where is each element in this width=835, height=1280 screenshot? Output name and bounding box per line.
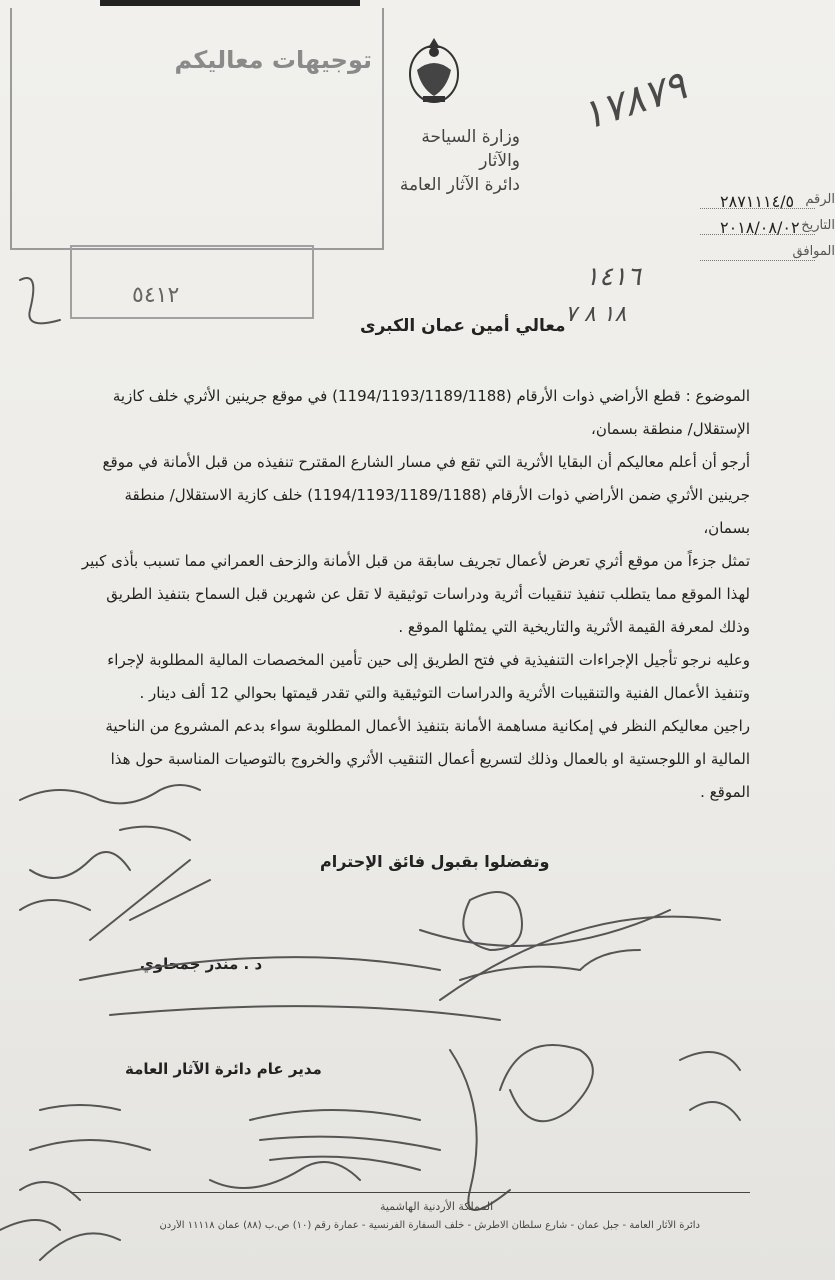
ministry-name: وزارة السياحة والآثار (421, 127, 520, 171)
body-paragraph-3: وعليه نرجو تأجيل الإجراءات التنفيذية في فتح الطريق إلى حين تأمين المخصصات المالية المطلوبة لإجراء وتنفيذ الأعمال الفنية والتنقيبات الأثرية والدراسات التوثيقية والتي تقدر قيمتها بحوالي 12 ألف دينار . (107, 651, 750, 702)
handwritten-received-1: ١٤١٦ (585, 262, 641, 292)
signer-title: مدير عام دائرة الآثار العامة (125, 1060, 322, 1078)
subject-line: الموضوع : قطع الأراضي ذوات الأرقام (1194/1193/1189/1188) في موقع جرينين الأثري خلف كازية الإستقلال/ منطقة بسمان، (112, 387, 750, 438)
footer-kingdom: المملكة الأردنية الهاشمية (380, 1200, 494, 1213)
department-name: دائرة الآثار العامة (399, 175, 520, 195)
reference-attachments-label: الموافق (792, 244, 835, 259)
closing-line: وتفضلوا بقبول فائق الإحترام (320, 852, 550, 871)
handwritten-received-2: ١٨ ٨ ٧ (565, 302, 627, 327)
footer-address: دائرة الآثار العامة - جبل عمان - شارع سلطان الاطرش - خلف السفارة الفرنسية - عمارة رقم (١٠) ص.ب (٨٨) عمان ١١١١٨ الأردن (159, 1220, 700, 1231)
reference-date: ٢٠١٨/٠٨/٠٢ (720, 218, 800, 237)
footer-divider (70, 1192, 750, 1193)
body-paragraph-2: تمثل جزءاً من موقع أثري تعرض لأعمال تجريف سابقة من قبل الأمانة والزحف العمراني مما تسبب بأذى كبير لهذا الموقع مما يتطلب تنفيذ تنقيبات أثرية ودراسات توثيقية لا تقل عن شهرين قبل السماح بتنفيذ الطريق وذلك لمعرفة القيمة الأثرية والتاريخية التي يمثلها الموقع . (81, 552, 750, 636)
reference-date-label: التاريخ (801, 218, 835, 233)
body-paragraph-4: راجين معاليكم النظر في إمكانية مساهمة الأمانة بتنفيذ الأعمال المطلوبة سواء بدعم المشروع من الناحية المالية او اللوجستية او بالعمال وذلك لتسريع أعمال التنقيب الأثري والخروج بالتوصيات المناسبة حول هذا الموقع . (105, 717, 750, 801)
reference-number: ٢٨٧١١١٤/٥ (720, 192, 795, 211)
handwritten-number: ١٧٨٧٩ (575, 62, 692, 140)
signer-name: د . منذر جمحاوي (140, 955, 263, 973)
body-paragraph-1: أرجو أن أعلم معاليكم أن البقايا الأثرية التي تقع في مسار الشارع المقترح تنفيذه من قبل الأمانة في موقع جرينين الأثري ضمن الأراضي ذوات الأرقام (1194/1193/1189/1188) خلف كازية الاستقلال/ منطقة بسمان، (102, 453, 750, 537)
stamp-title: توجيهات معاليكم (174, 46, 372, 74)
reference-number-label: الرقم (805, 192, 835, 207)
addressee: معالي أمين عمان الكبرى (360, 316, 566, 336)
registry-number: ٥٤١٢ (132, 283, 180, 308)
